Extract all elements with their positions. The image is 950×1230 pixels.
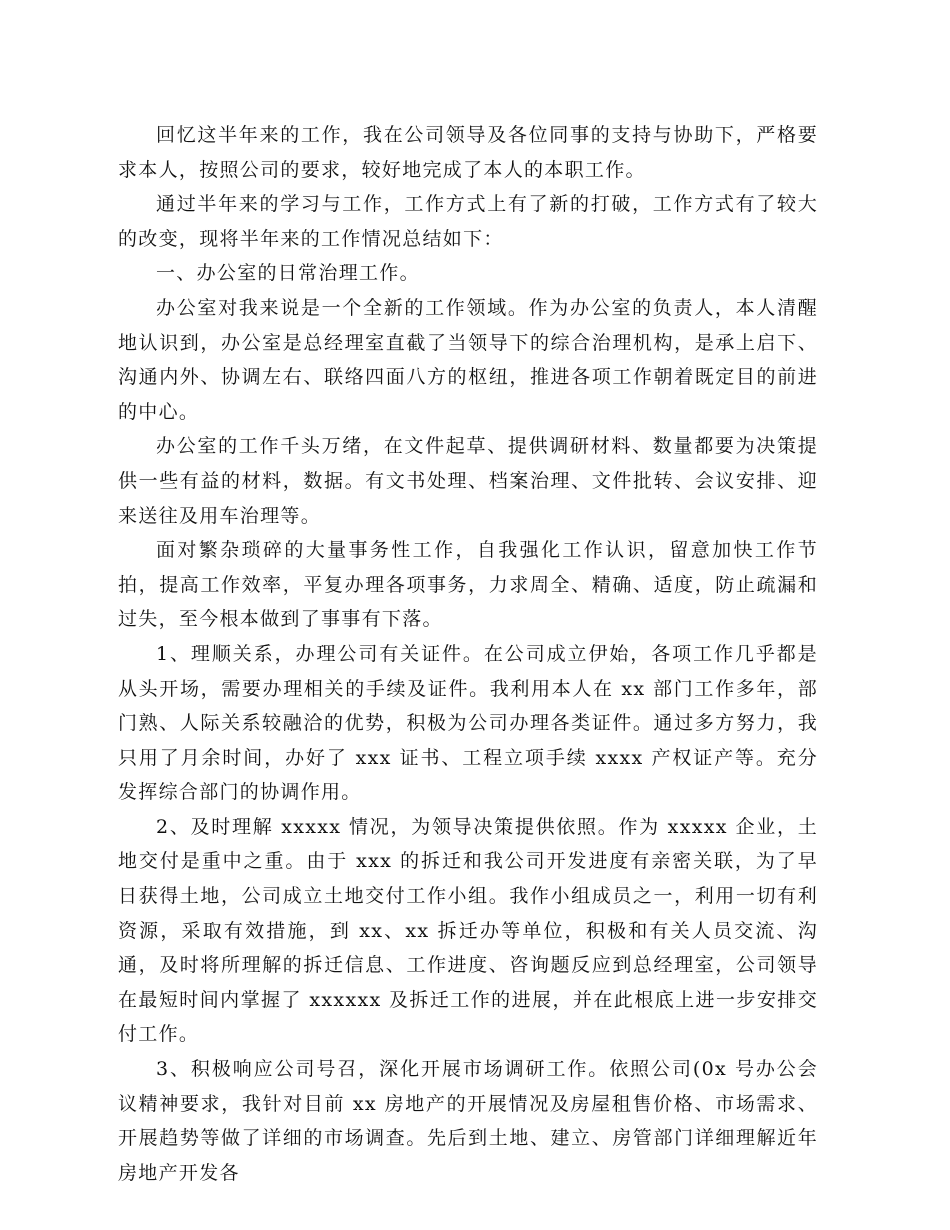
paragraph-intro: 回忆这半年来的工作，我在公司领导及各位同事的支持与协助下，严格要求本人，按照公司的要求，较好地完成了本人的本职工作。 <box>118 124 818 181</box>
paragraph-office-role: 办公室对我来说是一个全新的工作领域。作为办公室的负责人，本人清醒地认识到，办公室是总经理室直截了当领导下的综合治理机构，是承上启下、沟通内外、协调左右、联络四面八方的枢纽，推进各项工作朝着既定目的前进的中心。 <box>118 296 818 423</box>
paragraph-item-1: 1、理顺关系，办理公司有关证件。在公司成立伊始，各项工作几乎都是从头开场，需要办理相关的手续及证件。我利用本人在 xx 部门工作多年，部门熟、人际关系较融洽的优势，积极为公司办理各类证件。通过多方努力，我只用了月余时间，办好了 xxx 证书、工程立项手续 xxxx 产权证产等。充分发挥综合部门的协调作用。 <box>118 642 818 804</box>
paragraph-item-3: 3、积极响应公司号召，深化开展市场调研工作。依照公司(0x 号办公会议精神要求，我针对目前 xx 房地产的开展情况及房屋租售价格、市场需求、开展趋势等做了详细的市场调查。先后到土地、建立、房管部门详细理解近年房地产开发各 <box>118 1058 818 1184</box>
paragraph-work-attitude: 面对繁杂琐碎的大量事务性工作，自我强化工作认识，留意加快工作节拍，提高工作效率，平复办理各项事务，力求周全、精确、适度，防止疏漏和过失，至今根本做到了事事有下落。 <box>118 539 818 631</box>
paragraph-office-tasks: 办公室的工作千头万绪，在文件起草、提供调研材料、数量都要为决策提供一些有益的材料，数据。有文书处理、档案治理、文件批转、会议安排、迎来送往及用车治理等。 <box>118 435 818 527</box>
paragraph-summary-lead: 通过半年来的学习与工作，工作方式上有了新的打破，工作方式有了较大的改变，现将半年来的工作情况总结如下： <box>118 193 818 250</box>
section-heading-office-work: 一、办公室的日常治理工作。 <box>156 262 420 285</box>
paragraph-item-2: 2、及时理解 xxxxx 情况，为领导决策提供依照。作为 xxxxx 企业，土地交付是重中之重。由于 xxx 的拆迁和我公司开发进度有亲密关联，为了早日获得土地，公司成立土地交付工作小组。我作小组成员之一，利用一切有利资源，采取有效措施，到 xx、xx 拆迁办等单位，积极和有关人员交流、沟通，及时将所理解的拆迁信息、工作进度、咨询题反应到总经理室，公司领导在最短时间内掌握了 xxxxxx 及拆迁工作的进展，并在此根底上进一步安排交付工作。 <box>118 815 818 1046</box>
document-body <box>118 118 818 1190</box>
